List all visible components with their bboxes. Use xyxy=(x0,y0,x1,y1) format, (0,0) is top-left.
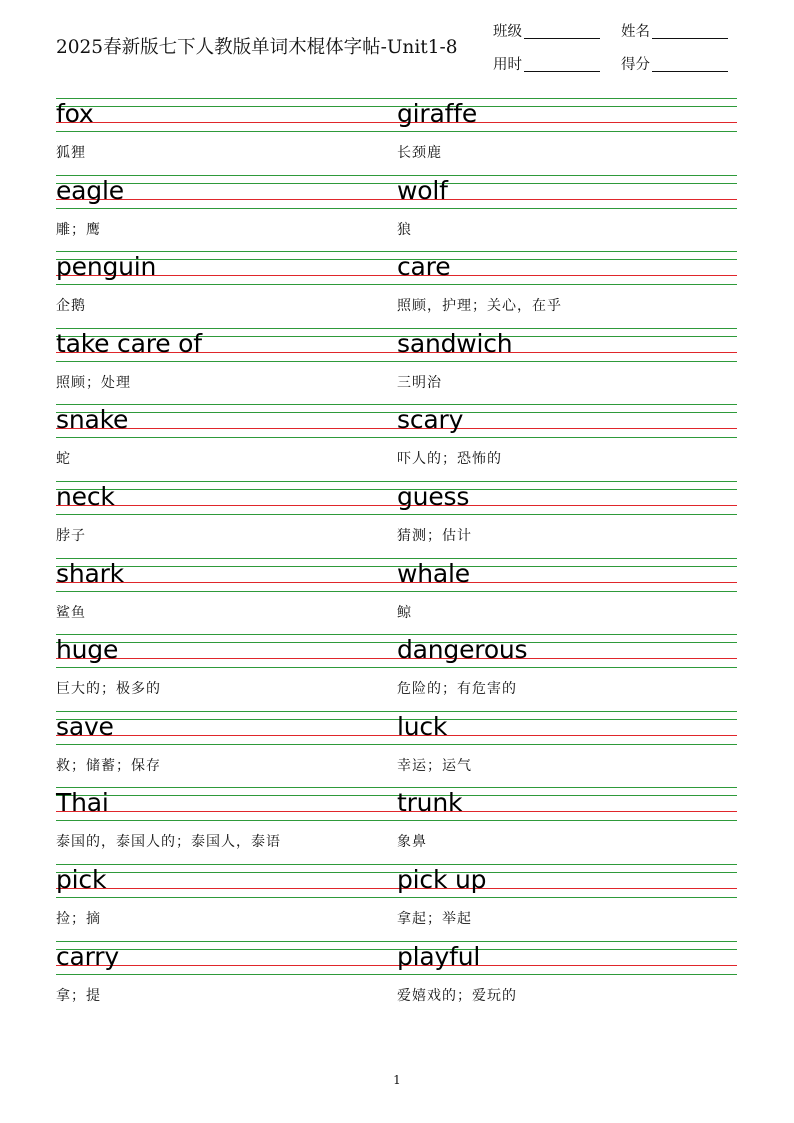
word-row xyxy=(0,711,794,787)
chinese-meaning: 狐狸 xyxy=(56,145,86,161)
english-word: guess xyxy=(397,482,470,511)
english-word: whale xyxy=(397,559,470,588)
class-field xyxy=(493,20,600,41)
english-word: playful xyxy=(397,942,481,971)
word-row xyxy=(0,634,794,710)
english-word: dangerous xyxy=(397,635,528,664)
guide-line-green xyxy=(56,744,737,745)
word-row xyxy=(0,328,794,404)
chinese-meaning: 救；储蓄；保存 xyxy=(56,758,161,774)
class-blank[interactable] xyxy=(524,38,600,39)
chinese-meaning: 拿起；举起 xyxy=(397,911,472,927)
chinese-meaning: 拿；提 xyxy=(56,988,101,1004)
name-label: 姓名 xyxy=(621,24,650,40)
english-word: carry xyxy=(56,942,119,971)
guide-line-green xyxy=(56,284,737,285)
chinese-meaning: 照顾，护理；关心，在乎 xyxy=(397,298,562,314)
chinese-meaning: 泰国的，泰国人的；泰国人，泰语 xyxy=(56,834,281,850)
chinese-meaning: 蛇 xyxy=(56,451,71,467)
chinese-meaning: 巨大的；极多的 xyxy=(56,681,161,697)
english-word: pick up xyxy=(397,865,487,894)
page-title: 2025春新版七下人教版单词木棍体字帖-Unit1-8 xyxy=(56,37,458,58)
guide-line-green xyxy=(56,820,737,821)
score-label: 得分 xyxy=(621,57,650,73)
word-row xyxy=(0,404,794,480)
english-word: penguin xyxy=(56,252,157,281)
chinese-meaning: 鲸 xyxy=(397,605,412,621)
name-blank[interactable] xyxy=(652,38,728,39)
guide-line-green xyxy=(56,897,737,898)
english-word: fox xyxy=(56,99,94,128)
guide-line-green xyxy=(56,437,737,438)
english-word: scary xyxy=(397,405,464,434)
chinese-meaning: 三明治 xyxy=(397,375,442,391)
english-word: take care of xyxy=(56,329,202,358)
guide-line-green xyxy=(56,208,737,209)
chinese-meaning: 爱嬉戏的；爱玩的 xyxy=(397,988,517,1004)
page-number: 1 xyxy=(393,1073,401,1087)
guide-line-green xyxy=(56,591,737,592)
score-field xyxy=(621,53,728,74)
chinese-meaning: 狼 xyxy=(397,222,412,238)
word-row xyxy=(0,941,794,1017)
chinese-meaning: 企鹅 xyxy=(56,298,86,314)
english-word: luck xyxy=(397,712,448,741)
chinese-meaning: 猜测；估计 xyxy=(397,528,472,544)
guide-line-green xyxy=(56,514,737,515)
chinese-meaning: 鲨鱼 xyxy=(56,605,86,621)
score-blank[interactable] xyxy=(652,71,728,72)
english-word: shark xyxy=(56,559,124,588)
time-field xyxy=(493,53,600,74)
english-word: huge xyxy=(56,635,119,664)
time-label: 用时 xyxy=(493,57,522,73)
word-row xyxy=(0,251,794,327)
chinese-meaning: 幸运；运气 xyxy=(397,758,472,774)
word-row xyxy=(0,787,794,863)
chinese-meaning: 捡；摘 xyxy=(56,911,101,927)
chinese-meaning: 象鼻 xyxy=(397,834,427,850)
name-field xyxy=(621,20,728,41)
english-word: trunk xyxy=(397,788,463,817)
chinese-meaning: 危险的；有危害的 xyxy=(397,681,517,697)
guide-line-green xyxy=(56,131,737,132)
class-label: 班级 xyxy=(493,24,522,40)
chinese-meaning: 脖子 xyxy=(56,528,86,544)
guide-line-green xyxy=(56,667,737,668)
word-row xyxy=(0,864,794,940)
guide-line-green xyxy=(56,361,737,362)
english-word: save xyxy=(56,712,114,741)
english-word: care xyxy=(397,252,451,281)
word-row xyxy=(0,558,794,634)
word-row xyxy=(0,175,794,251)
chinese-meaning: 吓人的；恐怖的 xyxy=(397,451,502,467)
english-word: Thai xyxy=(56,788,109,817)
word-row xyxy=(0,98,794,174)
english-word: giraffe xyxy=(397,99,477,128)
english-word: wolf xyxy=(397,176,448,205)
guide-line-green xyxy=(56,974,737,975)
english-word: neck xyxy=(56,482,115,511)
time-blank[interactable] xyxy=(524,71,600,72)
word-row xyxy=(0,481,794,557)
chinese-meaning: 长颈鹿 xyxy=(397,145,442,161)
chinese-meaning: 照顾；处理 xyxy=(56,375,131,391)
english-word: eagle xyxy=(56,176,124,205)
english-word: snake xyxy=(56,405,129,434)
english-word: sandwich xyxy=(397,329,513,358)
english-word: pick xyxy=(56,865,107,894)
chinese-meaning: 雕；鹰 xyxy=(56,222,101,238)
